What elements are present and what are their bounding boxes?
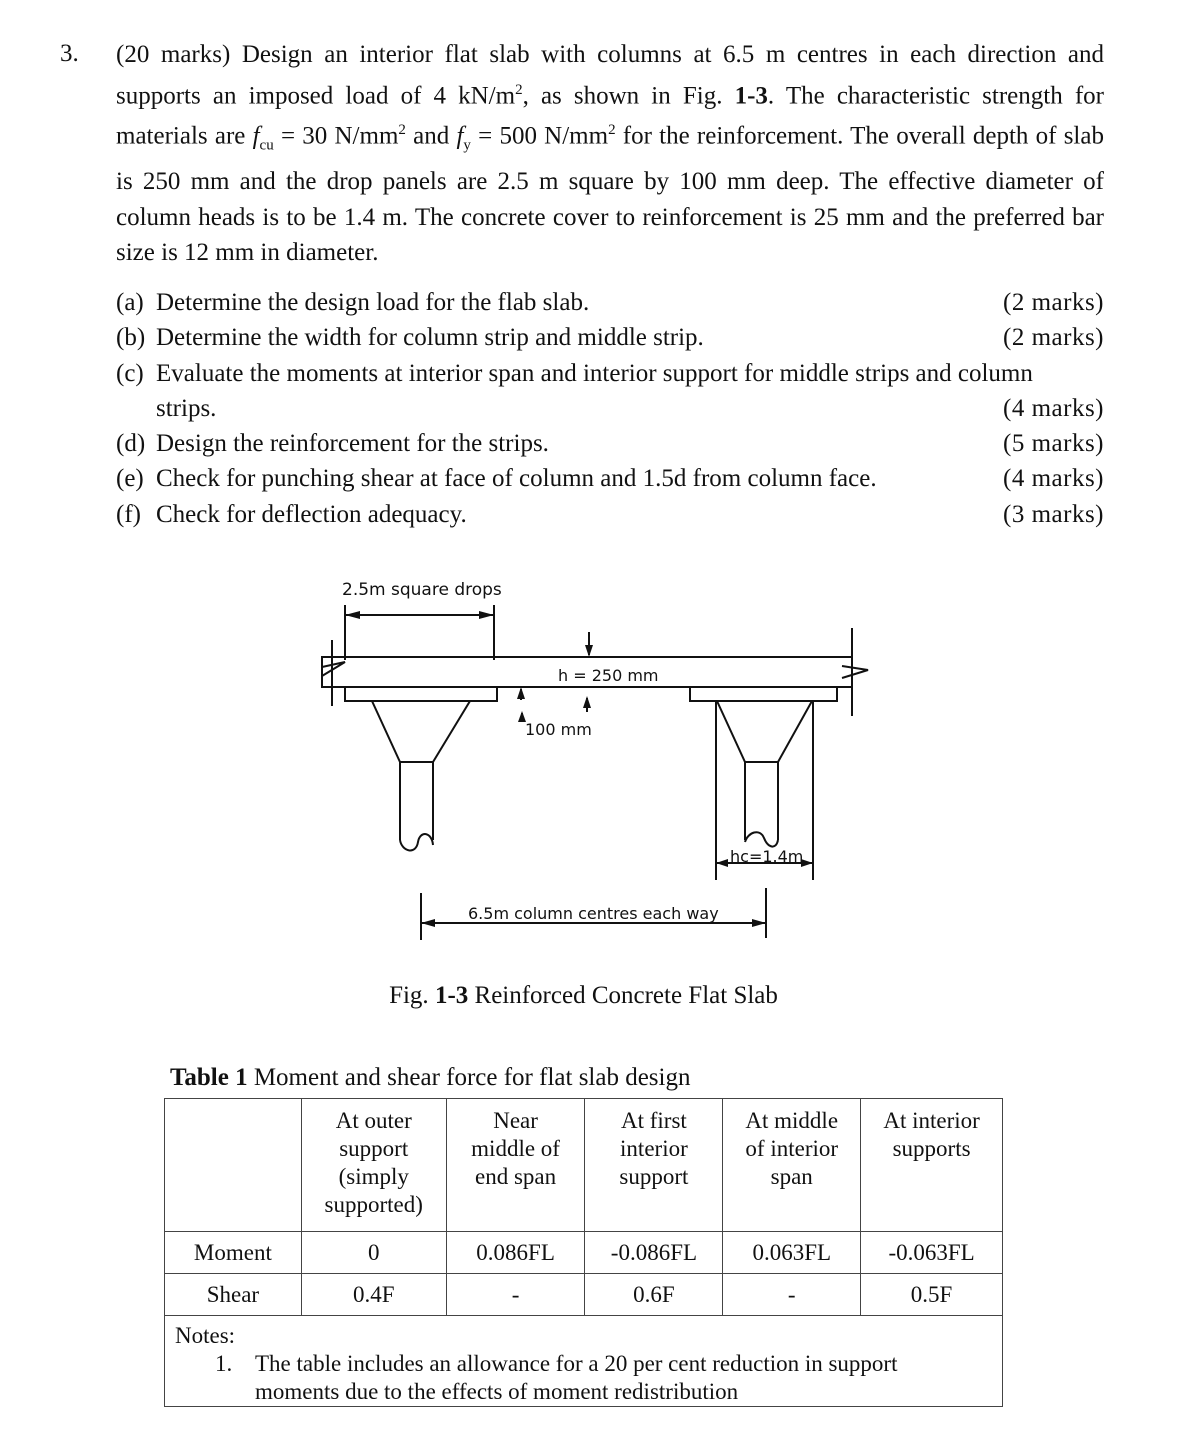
table-title-rest: Moment and shear force for flat slab design <box>247 1064 691 1091</box>
sup-2: 2 <box>515 81 523 98</box>
part-marks: (3 marks) <box>1003 500 1104 528</box>
question-intro <box>116 37 1104 271</box>
drop-depth-arrow <box>522 698 587 722</box>
header-line: interior <box>620 1136 688 1161</box>
question-parts <box>116 285 1104 532</box>
table-cell: 0.5F <box>861 1274 1003 1316</box>
drop-panel-right <box>690 687 837 701</box>
flat-slab-figure <box>300 570 900 950</box>
header-line: Near <box>493 1108 538 1133</box>
fig-ref: 1-3 <box>734 81 768 109</box>
header-line: At outer <box>335 1108 412 1133</box>
flat-slab-drawing <box>300 570 900 950</box>
note-item <box>175 1350 992 1406</box>
part-marks: (4 marks) <box>1003 394 1104 422</box>
header-line: of interior <box>745 1136 839 1161</box>
part-a <box>116 285 1104 320</box>
drops-label: 2.5m square drops <box>342 580 502 600</box>
hc-label: hc=1.4m <box>730 847 804 866</box>
intro-text-3: . The characteristic strength for materials are <box>116 81 1104 150</box>
arrowhead <box>752 919 766 927</box>
break-line-left <box>322 640 345 706</box>
header-cell <box>301 1099 446 1232</box>
table-header-row <box>165 1099 1003 1232</box>
header-line: support <box>339 1136 409 1161</box>
table-cell: - <box>446 1274 585 1316</box>
part-label: (f) <box>116 500 141 528</box>
arrowhead <box>345 611 360 619</box>
part-b <box>116 320 1104 355</box>
table-title-bold: Table 1 <box>170 1064 248 1091</box>
caption-number: 1-3 <box>434 982 469 1009</box>
arrowhead <box>716 859 728 867</box>
break-line-right <box>842 628 868 716</box>
sup-2b: 2 <box>398 122 406 139</box>
part-d <box>116 426 1104 461</box>
table-title <box>170 1064 691 1092</box>
header-line: span <box>770 1164 813 1189</box>
table-cell: 0.6F <box>585 1274 723 1316</box>
part-text-cont: strips. <box>156 394 217 422</box>
header-cell <box>585 1099 723 1232</box>
header-line: At first <box>621 1108 687 1133</box>
row-label: Moment <box>165 1232 302 1274</box>
caption-prefix: Fig. <box>389 982 435 1009</box>
table-notes <box>165 1316 1003 1407</box>
intro-text-7: for the reinforcement. The overall depth of slab is 250 mm and the drop panels are 2.5 m square by 100 mm deep. The effective diameter of column heads is to be 1.4 m. The concrete cover to reinforcement is 25 mm and the preferred bar size is 12 mm in diameter. <box>116 122 1104 267</box>
arrowhead <box>585 645 593 657</box>
header-line: (simply <box>338 1164 409 1189</box>
part-marks: (2 marks) <box>1003 324 1104 352</box>
part-text: Evaluate the moments at interior span and interior support for middle strips and column <box>156 359 1033 387</box>
arrowhead <box>421 919 435 927</box>
row-label: Shear <box>165 1274 302 1316</box>
table-row-shear <box>165 1274 1003 1316</box>
header-line: supports <box>892 1136 971 1161</box>
drop-panel-left <box>345 687 497 701</box>
caption-text: Reinforced Concrete Flat Slab <box>468 982 778 1009</box>
column-head-right <box>717 701 812 762</box>
arrowhead <box>517 687 525 699</box>
table-cell: 0.086FL <box>446 1232 585 1274</box>
notes-title: Notes: <box>175 1323 236 1348</box>
part-marks: (2 marks) <box>1003 289 1104 316</box>
fcu-symbol: f <box>252 122 260 150</box>
arrowhead <box>583 696 591 708</box>
table-cell: -0.063FL <box>861 1232 1003 1274</box>
part-text: Design the reinforcement for the strips. <box>156 430 549 458</box>
question-number: 3. <box>60 40 79 67</box>
moment-shear-table <box>164 1098 1003 1407</box>
column-break-right <box>745 832 778 846</box>
arrowhead <box>479 611 494 619</box>
fy-subscript: y <box>463 137 471 154</box>
table-row-moment <box>165 1232 1003 1274</box>
note-number: 1. <box>215 1351 233 1376</box>
part-f <box>116 497 1104 532</box>
column-head-left <box>372 701 470 762</box>
header-cell <box>723 1099 861 1232</box>
part-text: Determine the design load for the flab slab. <box>156 289 590 316</box>
part-e <box>116 461 1104 496</box>
part-marks: (4 marks) <box>1003 465 1104 493</box>
intro-text-1: (20 marks) Design an interior flat slab with columns at 6.5 m centres in each direction and supports an imposed load of 4 kN/m <box>116 41 1104 109</box>
header-cell <box>446 1099 585 1232</box>
part-c <box>116 356 1104 391</box>
part-text: Determine the width for column strip and middle strip. <box>156 324 704 352</box>
table-cell: -0.086FL <box>585 1232 723 1274</box>
header-line: At middle <box>745 1108 839 1133</box>
h-label: h = 250 mm <box>558 666 659 685</box>
span-label: 6.5m column centres each way <box>468 904 719 923</box>
part-text: Check for deflection adequacy. <box>156 500 467 528</box>
header-line: At interior <box>883 1108 980 1133</box>
part-label: (b) <box>116 324 146 352</box>
figure-caption <box>0 982 1179 1010</box>
part-label: (c) <box>116 359 144 387</box>
table-cell: 0.063FL <box>723 1232 861 1274</box>
part-marks: (5 marks) <box>1003 430 1104 458</box>
column-left <box>400 762 433 840</box>
note-line: moments due to the effects of moment redistribution <box>255 1379 739 1404</box>
header-cell <box>861 1099 1003 1232</box>
column-right <box>745 762 778 840</box>
note-line: The table includes an allowance for a 20 per cent reduction in support <box>255 1351 898 1376</box>
part-label: (e) <box>116 465 144 493</box>
column-break-left <box>400 834 433 850</box>
intro-text-6: = 500 N/mm <box>470 122 609 150</box>
part-label: (a) <box>116 289 144 316</box>
header-line: supported) <box>324 1192 423 1217</box>
fy-symbol: f <box>456 122 464 150</box>
header-cell-empty <box>165 1099 302 1232</box>
table-notes-row <box>165 1316 1003 1407</box>
drop-depth-label: 100 mm <box>525 720 592 739</box>
fcu-subscript: cu <box>259 137 274 154</box>
part-label: (d) <box>116 430 146 458</box>
table-cell: - <box>723 1274 861 1316</box>
intro-text-5: and <box>405 122 457 150</box>
part-c-cont <box>116 391 1104 426</box>
intro-text-2: , as shown in Fig. <box>522 81 735 109</box>
intro-text-4: = 30 N/mm <box>273 122 399 150</box>
table-cell: 0 <box>301 1232 446 1274</box>
header-line: support <box>619 1164 689 1189</box>
header-line: middle of <box>471 1136 560 1161</box>
part-text: Check for punching shear at face of column and 1.5d from column face. <box>156 465 877 493</box>
sup-2c: 2 <box>608 122 616 139</box>
header-line: end span <box>475 1164 557 1189</box>
table-cell: 0.4F <box>301 1274 446 1316</box>
note-text <box>255 1350 897 1406</box>
